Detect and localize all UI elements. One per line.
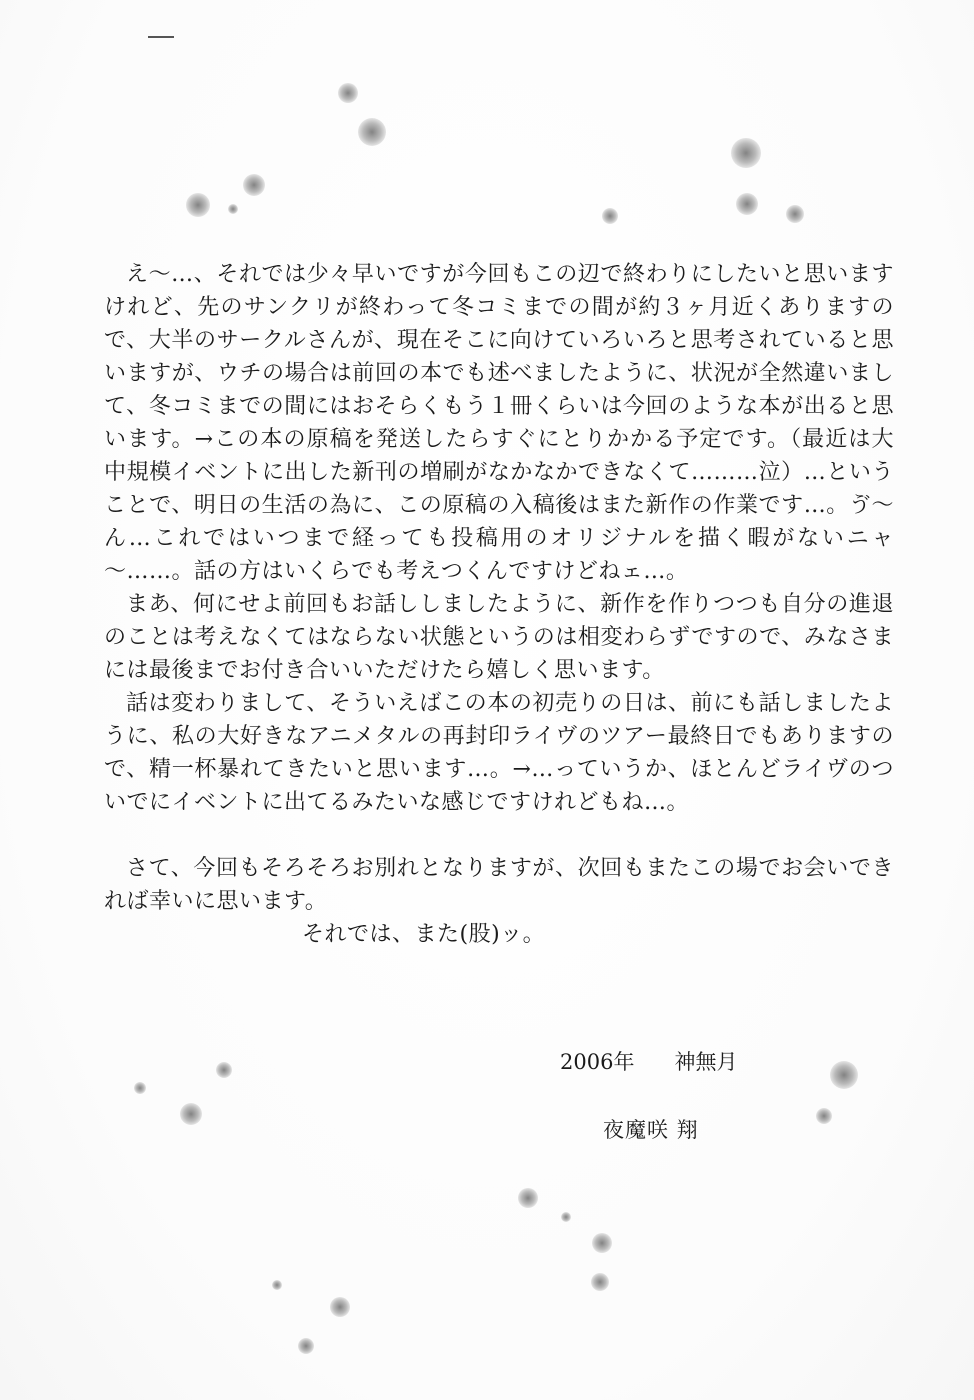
snow-dot — [186, 193, 210, 217]
snow-dot — [786, 205, 804, 223]
paragraph: え～…、それでは少々早いですが今回もこの辺で終わりにしたいと思いますけれど、先のサンクリが終わって冬コミまでの間が約３ヶ月近くありますので、大半のサークルさんが、現在そこに向けていろいろと思考されていると思いますが、ウチの場合は前回の本でも述べましたように、状況が全然違いまして、冬コミまでの間にはおそらくもう１冊くらいは今回のような本が出ると思います。→この本の原稿を発送したらすぐにとりかかる予定です。（最近は大中規模イベントに出した新刊の増刷がなかなかできなくて………泣）…ということで、明日の生活の為に、この原稿の入稿後はまた新作の作業です…。ゔ～ん…これではいつまで経っても投稿用のオリジナルを描く暇がないニャ～……。話の方はいくらでも考えつくんですけどねェ…。 — [104, 262, 894, 584]
snow-dot — [228, 204, 238, 214]
snow-dot — [338, 83, 358, 103]
paragraph: 話は変わりまして、そういえばこの本の初売りの日は、前にも話しましたように、私の大好きなアニメタルの再封印ライヴのツアー最終日でもありますので、精一杯暴れてきたいと思います…。→…っていうか、ほとんどライヴのついでにイベントに出てるみたいな感じですけれどもね…。 — [104, 691, 894, 815]
date-month: 神無月 — [674, 1050, 738, 1074]
snow-dot — [358, 118, 386, 146]
scan-mark — [148, 36, 174, 38]
snow-dot — [830, 1061, 858, 1089]
closing-line: それでは、また(股)ッ。 — [302, 922, 546, 947]
snow-dot — [816, 1108, 832, 1124]
snow-dot — [731, 138, 761, 168]
snow-dot — [298, 1338, 314, 1354]
date-line — [560, 1046, 737, 1076]
snow-dot — [243, 174, 265, 196]
letter-body — [104, 258, 894, 951]
snow-dot — [134, 1082, 146, 1094]
snow-dot — [602, 208, 618, 224]
snow-dot — [561, 1212, 571, 1222]
paragraph-gap — [104, 819, 894, 852]
snow-dot — [736, 193, 758, 215]
snow-dot — [592, 1233, 612, 1253]
paragraph: まあ、何にせよ前回もお話ししましたように、新作を作りつつも自分の進退のことは考えなくてはならない状態というのは相変わらずですので、みなさまには最後までお付き合いいただけたら嬉しく思います。 — [104, 592, 894, 683]
snow-dot — [180, 1103, 202, 1125]
snow-dot — [591, 1273, 609, 1291]
snow-dot — [272, 1280, 282, 1290]
paragraph: さて、今回もそろそろお別れとなりますが、次回もまたこの場でお会いできれば幸いに思います。 — [104, 856, 894, 914]
snow-dot — [518, 1188, 538, 1208]
author-signature: 夜魔咲 翔 — [603, 1118, 699, 1142]
snow-dot — [216, 1062, 232, 1078]
date-year: 2006年 — [560, 1050, 635, 1074]
snow-dot — [330, 1297, 350, 1317]
